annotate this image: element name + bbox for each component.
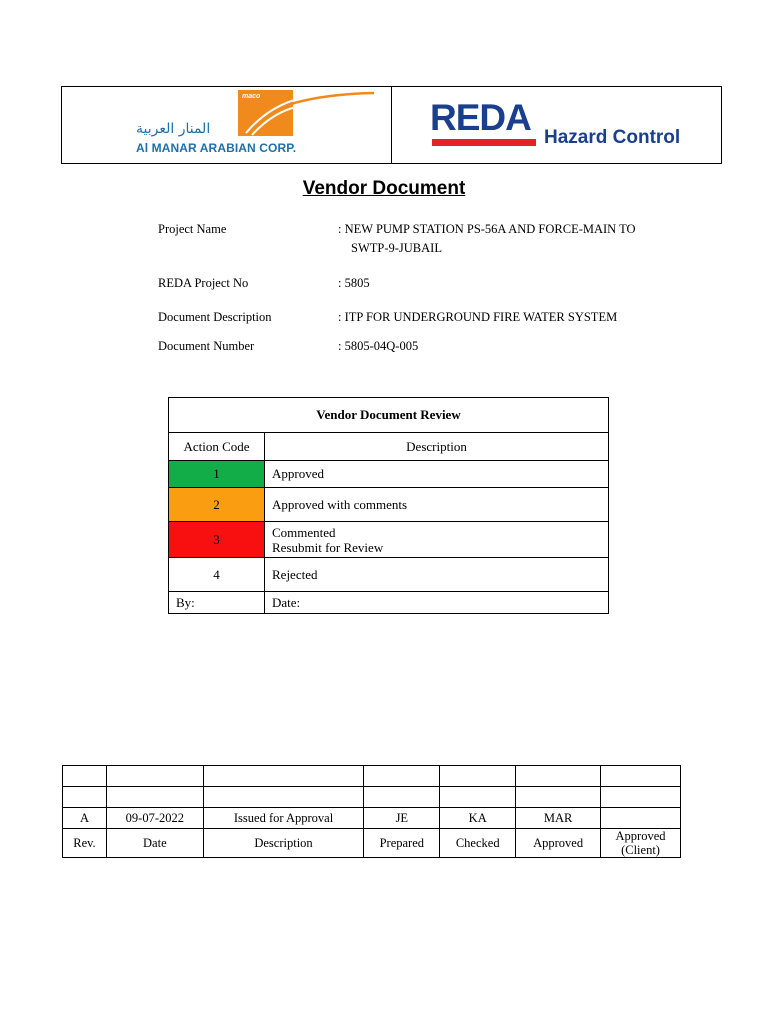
approved-client-header bbox=[601, 829, 681, 858]
description-col-header: Description bbox=[203, 829, 364, 858]
description-header: Description bbox=[265, 433, 609, 461]
revision-approved-client bbox=[601, 808, 681, 829]
review-table-title: Vendor Document Review bbox=[169, 398, 609, 433]
review-row-rejected bbox=[169, 558, 609, 592]
review-row-commented bbox=[169, 522, 609, 558]
approved-client-header-line1: Approved bbox=[615, 829, 666, 843]
reda-tagline: Hazard Control bbox=[544, 127, 681, 148]
revision-prepared: JE bbox=[364, 808, 440, 829]
by-label: By: bbox=[169, 592, 265, 614]
document-number-value: : 5805-04Q-005 bbox=[338, 339, 419, 353]
revision-empty-row bbox=[63, 787, 681, 808]
project-name-value: : NEW PUMP STATION PS-56A AND FORCE-MAIN TO bbox=[338, 222, 636, 236]
review-row-signoff bbox=[169, 592, 609, 614]
rev-header: Rev. bbox=[63, 829, 107, 858]
almanar-english-name: Al MANAR ARABIAN CORP. bbox=[136, 141, 297, 155]
almanar-logo bbox=[62, 87, 392, 163]
approved-client-header-line2: (Client) bbox=[621, 843, 660, 857]
page-title: Vendor Document bbox=[302, 178, 466, 199]
action-code-3: 3 bbox=[169, 522, 265, 558]
action-description-3-line2: Resubmit for Review bbox=[272, 539, 384, 555]
document-description-label: Document Description bbox=[158, 310, 272, 324]
vendor-review-table bbox=[168, 397, 609, 614]
action-code-2: 2 bbox=[169, 488, 265, 522]
action-code-4: 4 bbox=[169, 558, 265, 592]
project-name-label: Project Name bbox=[158, 222, 227, 236]
reda-project-no-value: : 5805 bbox=[338, 276, 370, 290]
prepared-header: Prepared bbox=[364, 829, 440, 858]
revision-empty-row bbox=[63, 766, 681, 787]
reda-project-no-label: REDA Project No bbox=[158, 276, 249, 290]
almanar-arabic-name: المنار العربية bbox=[136, 121, 211, 137]
action-description-4: Rejected bbox=[265, 558, 609, 592]
action-description-3 bbox=[265, 522, 609, 558]
document-number-label: Document Number bbox=[158, 339, 255, 353]
revision-description: Issued for Approval bbox=[203, 808, 364, 829]
maco-word: maco bbox=[242, 93, 261, 100]
header-logo-box bbox=[61, 86, 722, 164]
revision-row-a bbox=[63, 808, 681, 829]
document-description-value: : ITP FOR UNDERGROUND FIRE WATER SYSTEM bbox=[338, 310, 618, 324]
reda-red-bar bbox=[432, 139, 536, 146]
action-description-2: Approved with comments bbox=[265, 488, 609, 522]
approved-header: Approved bbox=[516, 829, 601, 858]
revision-table bbox=[62, 765, 681, 858]
date-label: Date: bbox=[265, 592, 609, 614]
action-description-1: Approved bbox=[265, 461, 609, 488]
action-description-3-line1: Commented bbox=[272, 524, 336, 540]
revision-rev: A bbox=[63, 808, 107, 829]
review-row-approved-with-comments bbox=[169, 488, 609, 522]
revision-approved: MAR bbox=[516, 808, 601, 829]
checked-header: Checked bbox=[440, 829, 516, 858]
project-name-value-line2: SWTP-9-JUBAIL bbox=[351, 241, 442, 255]
revision-checked: KA bbox=[440, 808, 516, 829]
date-header: Date bbox=[106, 829, 203, 858]
review-row-approved bbox=[169, 461, 609, 488]
action-code-1: 1 bbox=[169, 461, 265, 488]
action-code-header: Action Code bbox=[169, 433, 265, 461]
revision-date: 09-07-2022 bbox=[106, 808, 203, 829]
reda-logo bbox=[392, 87, 721, 163]
reda-brand: REDA bbox=[430, 97, 531, 138]
revision-header-row bbox=[63, 829, 681, 858]
